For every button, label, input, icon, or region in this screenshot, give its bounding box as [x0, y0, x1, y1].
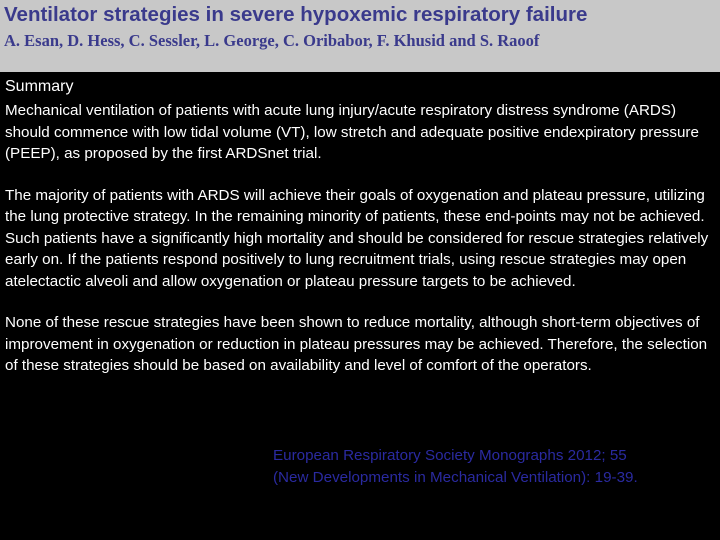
slide-title: Ventilator strategies in severe hypoxemic respiratory failure	[4, 3, 588, 26]
author-list: A. Esan, D. Hess, C. Sessler, L. George, C. Oribabor, F. Khusid and S. Raoof	[4, 31, 540, 50]
citation-line-1: European Respiratory Society Monographs 2012; 55	[273, 447, 627, 464]
summary-paragraph-1: Mechanical ventilation of patients with acute lung injury/acute respiratory distress syndrome (ARDS) should commence with low tidal volume (VT), low stretch and adequate positive endexpiratory pressure (PEEP), as proposed by the first ARDSnet trial.	[5, 102, 699, 162]
header-band	[0, 0, 720, 72]
summary-heading: Summary	[5, 78, 74, 95]
summary-section	[5, 76, 717, 397]
summary-paragraph-2: The majority of patients with ARDS will achieve their goals of oxygenation and plateau pressure, utilizing the lung protective strategy. In the remaining minority of patients, these end-points may not be achieved. Such patients have a significantly high mortality and should be considered for rescue strategies relatively early on. If the patients respond positively to lung recruitment trials, using rescue strategies may open atelectactic alveoli and allow oxygenation or plateau pressure targets to be achieved.	[5, 186, 709, 290]
citation	[273, 445, 713, 489]
citation-line-2: (New Developments in Mechanical Ventilation): 19-39.	[273, 469, 638, 486]
summary-paragraph-3: None of these rescue strategies have been shown to reduce mortality, although short-term objectives of improvement in oxygenation or reduction in plateau pressures may be achieved. Therefore, the selection of these strategies should be based on availability and level of comfort of the operators.	[5, 314, 708, 374]
